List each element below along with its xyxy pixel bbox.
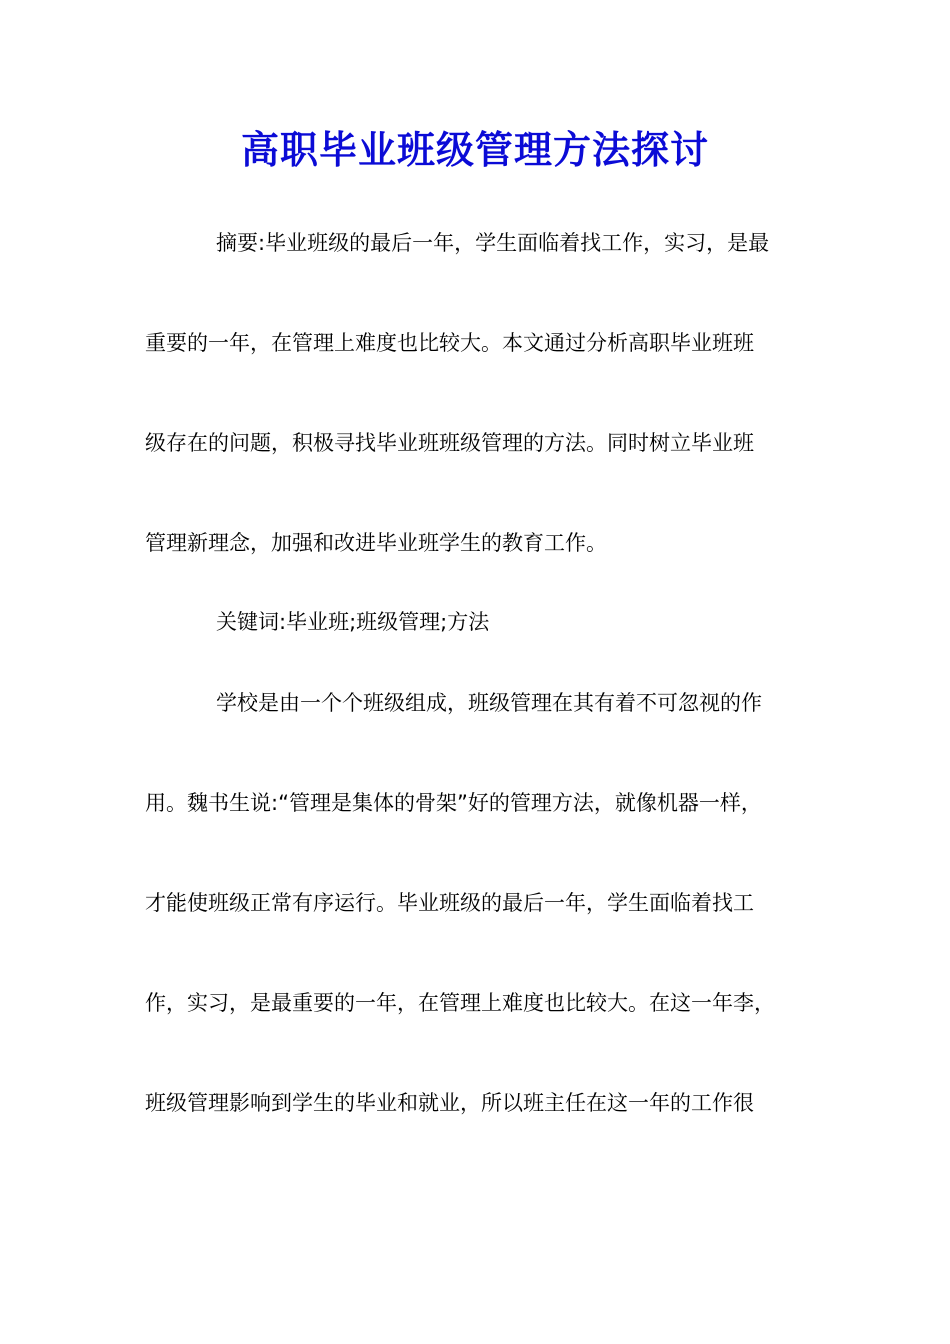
body-line-5: 班级管理影响到学生的毕业和就业，所以班主任在这一年的工作很 bbox=[145, 1091, 754, 1115]
abstract-line-4: 管理新理念，加强和改进毕业班学生的教育工作。 bbox=[145, 531, 607, 555]
body-line-3: 才能使班级正常有序运行。毕业班级的最后一年，学生面临着找工 bbox=[145, 891, 754, 915]
abstract-line-1: 摘要:毕业班级的最后一年，学生面临着找工作，实习，是最 bbox=[216, 231, 770, 255]
abstract-line-3: 级存在的问题，积极寻找毕业班班级管理的方法。同时树立毕业班 bbox=[145, 431, 754, 455]
body-line-1: 学校是由一个个班级组成，班级管理在其有着不可忽视的作 bbox=[216, 691, 762, 715]
abstract-line-2: 重要的一年，在管理上难度也比较大。本文通过分析高职毕业班班 bbox=[145, 331, 754, 355]
body-line-2: 用。魏书生说:“管理是集体的骨架”好的管理方法，就像机器一样， bbox=[145, 791, 762, 815]
body-line-4: 作，实习，是最重要的一年，在管理上难度也比较大。在这一年李， bbox=[145, 991, 775, 1015]
keywords-line: 关键词:毕业班;班级管理;方法 bbox=[216, 610, 490, 634]
document-title: 高职毕业班级管理方法探讨 bbox=[240, 127, 709, 172]
